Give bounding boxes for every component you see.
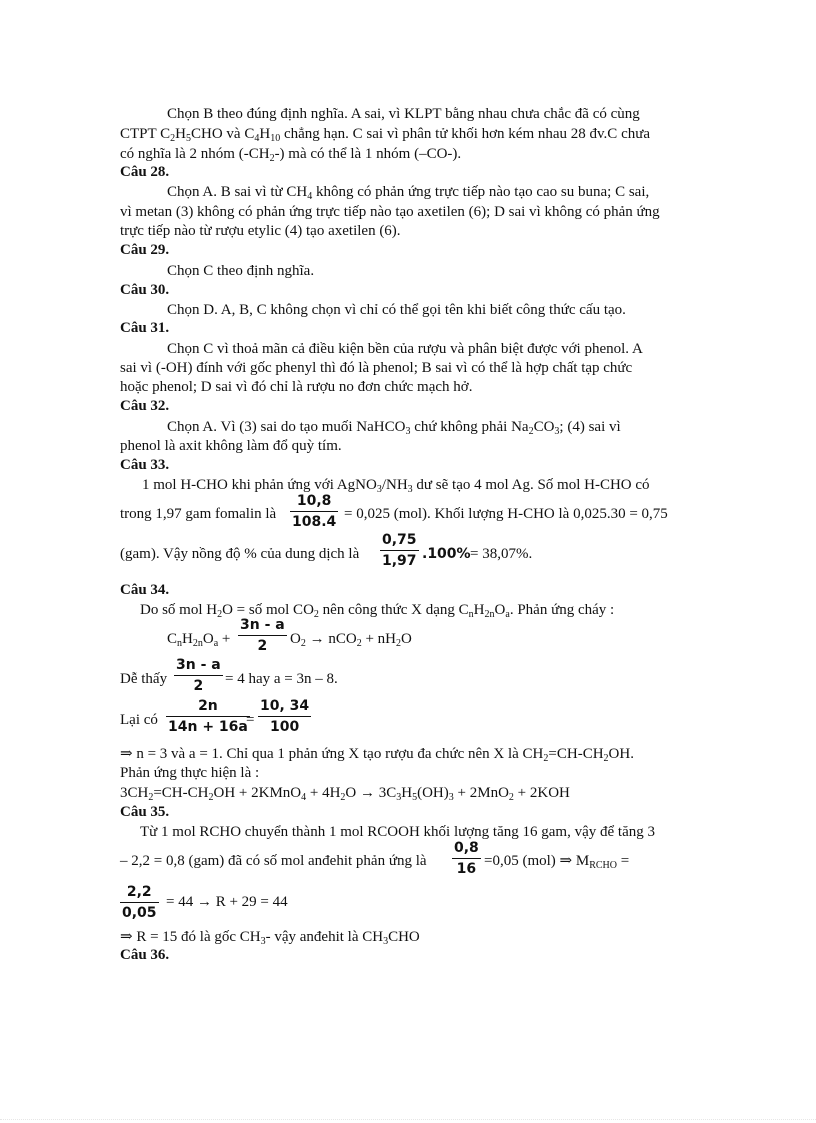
q35-title: Câu 35. [120,804,170,820]
q33-line-3-text: (gam). Vậy nồng độ % của dung dịch là [120,546,360,562]
q32-line-2: phenol là axit không làm đổ quỳ tím. [120,438,342,454]
q31-line-1: Chọn C vì thoả mãn cả điều kiện bền của rượu và phân biệt được với phenol. A [167,341,643,357]
q34-line-2-text: Dễ thấy [120,671,168,687]
q30-line-1: Chọn D. A, B, C không chọn vì chỉ có thể gọi tên khi biết công thức cấu tạo. [167,302,626,318]
q34-line-1: Do số mol $H_2O$ = số mol $CO_2$ nên công thức X dạng $C_nH_{2n}O_a$. Phản ứng cháy : [140,602,615,620]
q32-title: Câu 32. [120,398,170,414]
q33-line-2-text: trong 1,97 gam fomalin là [120,506,277,522]
q34-line-2-result: = 4 hay a = 3n – 8. [225,671,338,687]
q33-title: Câu 33. [120,457,170,473]
q33-line-2-result: = 0,025 (mol). Khối lượng H-CHO là 0,025.30 = 0,75 [344,506,668,522]
fraction-2-2-over-0-05: 2,2 0,05 [122,884,157,921]
q34-title: Câu 34. [120,582,170,598]
fraction-3n-a-over-2: 3n - a 2 [240,617,285,654]
q29-title: Câu 29. [120,242,170,258]
fraction-0-8-over-16: 0,8 16 [454,840,479,877]
fraction-3n-a-over-2-b: 3n - a 2 [176,657,221,694]
fraction-10-8-over-108-4: 10,8 108.4 [292,493,337,530]
q27-line-1: Chọn B theo đúng định nghĩa. A sai, vì KLPT bằng nhau chưa chắc đã có cùng [167,106,640,122]
q28-title: Câu 28. [120,164,170,180]
page-bottom-divider [0,1119,816,1120]
q30-title: Câu 30. [120,282,170,298]
fraction-0-75-over-1-97: 0,75 1,97 [382,532,417,569]
q35-line-4: ⇒ R = 15 đó là gốc $CH_3-$ vậy anđehit là $CH_3CHO$ [120,929,420,947]
q34-line-3-text: Lại có [120,712,158,728]
q28-line-2: vì metan (3) không có phản ứng trực tiếp nào tạo axetilen (6); D sai vì không có phản ứng [120,204,660,220]
fraction-2n-over-14n-16a: 2n 14n + 16a [168,698,248,735]
q35-line-2-text: – 2,2 = 0,8 (gam) đã có số mol anđehit phản ứng là [120,853,427,869]
q34-line-5: Phản ứng thực hiện là : [120,765,260,781]
q34-line-4: ⇒ n = 3 và a = 1. Chỉ qua 1 phản ứng X tạo rượu đa chức nên X là $CH_2=CH-CH_2OH$. [120,746,634,764]
q33-line-1: 1 mol H-CHO khi phản ứng với $AgNO_3/NH_3$ dư sẽ tạo 4 mol Ag. Số mol H-CHO có [142,477,650,495]
q31-line-2: sai vì (-OH) đính với gốc phenyl thì đó là phenol; B sai vì có thể là hợp chất tạp chức [120,360,633,376]
q34-equals: = [246,712,255,728]
q27-line-2: CTPT $C_2H_5CHO$ và $C_4H_{10}$ chẳng hạn. C sai vì phân tử khối hơn kém nhau 28 đv.C chưa [120,126,651,144]
q33-percent-factor: .100% [422,546,471,562]
q34-equation-right: $O_2 \to nCO_2 + nH_2O$ [290,631,412,649]
q28-line-3: trực tiếp nào từ rượu etylic (4) tạo axetilen (6). [120,223,401,239]
q32-line-1: Chọn A. Vì (3) sai do tạo muối NaHCO$_3$ chứ không phải $Na_2CO_3$; (4) sai vì [167,419,621,437]
q35-line-2-result: =0,05 (mol) ⇒ $M_{RCHO}$ = [484,853,630,871]
q34-equation-left: $C_nH_{2n}O_a$ + [167,631,231,649]
q35-line-1: Từ 1 mol RCHO chuyển thành 1 mol RCOOH khối lượng tăng 16 gam, vậy để tăng 3 [140,824,655,840]
q36-title: Câu 36. [120,947,170,963]
q28-line-1: Chọn A. B sai vì từ $CH_4$ không có phản ứng trực tiếp nào tạo cao su buna; C sai, [167,184,650,202]
q33-line-3-result: = 38,07%. [470,546,533,562]
q35-line-3: = 44 → R + 29 = 44 [166,894,288,910]
fraction-10-34-over-100: 10, 34 100 [260,698,310,735]
q27-line-3: có nghĩa là 2 nhóm $(-CH_2-)$ mà có thể là 1 nhóm (–CO-). [120,146,462,164]
q31-title: Câu 31. [120,320,170,336]
q29-line-1: Chọn C theo định nghĩa. [167,263,315,279]
q31-line-3: hoặc phenol; D sai vì đó chỉ là rượu no đơn chức mạch hở. [120,379,473,395]
q34-reaction: $3CH_2=CH-CH_2OH$ + 2KMnO$_4$ + $4H_2O \to 3C_3H_5(OH)_3 + 2MnO_2 + 2KOH$ [120,785,570,803]
